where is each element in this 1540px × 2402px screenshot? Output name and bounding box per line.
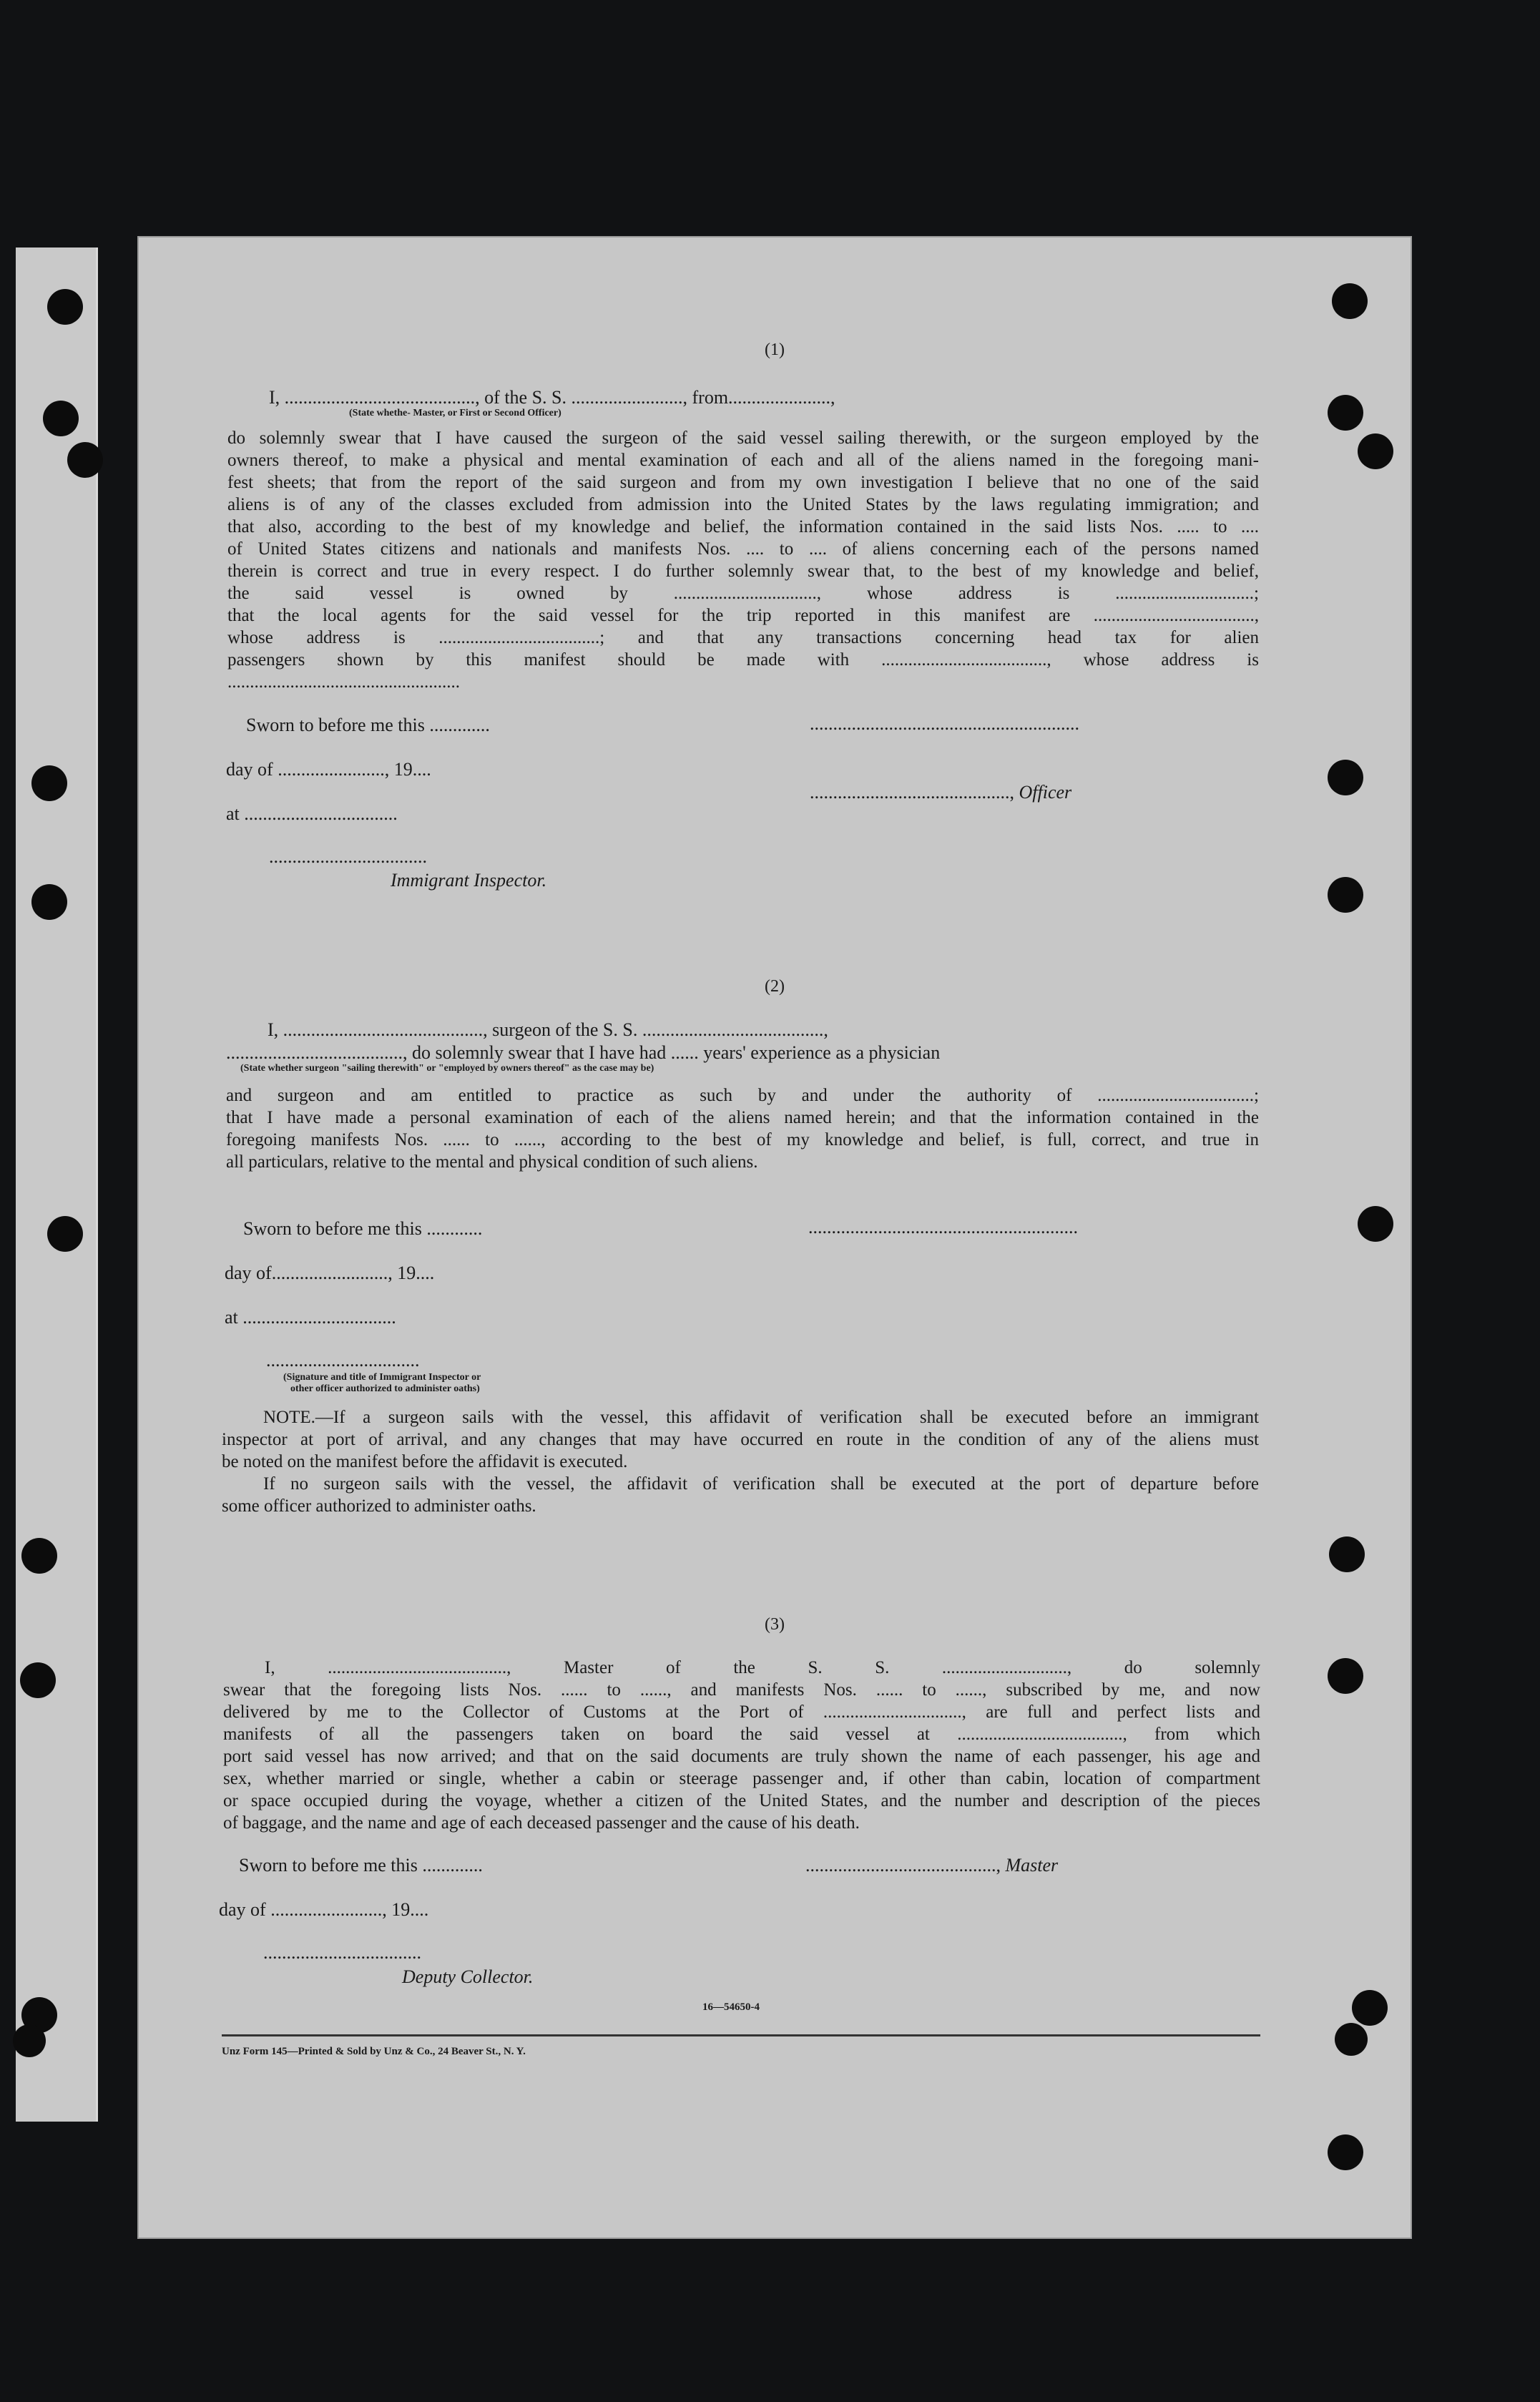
text-line: NOTE.—If a surgeon sails with the vessel, this affidavit of verification shall be executed before an immigrant: [263, 1408, 1259, 1427]
text-line: of baggage, and the name and age of each deceased passenger and the cause of his death.: [223, 1813, 860, 1833]
text-line: therein is correct and true in every respect. I do further solemnly swear that, to the best of my knowledge and belief,: [227, 562, 1259, 581]
punch-hole: [1358, 1206, 1393, 1242]
manifest-affidavit-page: [137, 236, 1412, 2239]
officer-dots: ...........................................,: [810, 782, 1014, 803]
text-line: whose address is ....................................; and that any transactions concerning head tax for alien: [227, 628, 1259, 647]
text-line: be noted on the manifest before the affidavit is executed.: [222, 1452, 628, 1471]
text-line: I, ........................................, Master of the S. S. ............................, do solemnly: [265, 1658, 1260, 1677]
section2-signature-dots: .................................: [266, 1350, 420, 1371]
punch-hole: [1328, 2134, 1363, 2170]
text-line: If no surgeon sails with the vessel, the affidavit of verification shall be executed at the port of departure before: [263, 1474, 1259, 1494]
punch-hole: [1328, 395, 1363, 431]
section3-collector-signature-line: ..................................: [263, 1942, 421, 1963]
text-line: foregoing manifests Nos. ...... to ......, according to the best of my knowledge and belief, is full, correct, and true in: [226, 1130, 1259, 1149]
section1-right-signature-line: ..........................................................: [810, 713, 1079, 734]
text-line: sex, whether married or single, whether a cabin or steerage passenger and, if other than cabin, location of compartment: [223, 1769, 1260, 1788]
punch-hole: [1328, 877, 1363, 913]
master-label: Master: [1005, 1855, 1059, 1876]
punch-hole: [1328, 760, 1363, 795]
section2-day-line: day of........................., 19....: [225, 1263, 435, 1283]
section1-inspector-label: Immigrant Inspector.: [391, 870, 547, 891]
punch-hole: [1352, 1990, 1388, 2026]
section2-experience-line: ......................................, do solemnly swear that I have had ...... years' experience as a physician: [226, 1042, 941, 1063]
text-line: port said vessel has now arrived; and that on the said documents are truly shown the name of each passenger, his age and: [223, 1747, 1260, 1766]
punch-hole: [13, 2024, 46, 2057]
text-line: swear that the foregoing lists Nos. ...... to ......, and manifests Nos. ...... to ......, subscribed by me, and now: [223, 1680, 1260, 1700]
section1-sworn-line: Sworn to before me this .............: [246, 715, 490, 735]
punch-hole: [47, 289, 83, 325]
text-line: do solemnly swear that I have caused the surgeon of the said vessel sailing therewith, or the surgeon employed by the: [227, 428, 1259, 448]
section2-opening-line: I, ..........................................., surgeon of the S. S. .......................................,: [268, 1019, 828, 1040]
section1-officer-line: [810, 781, 1071, 803]
section-number: (1): [765, 340, 785, 359]
text-line: ....................................................: [227, 672, 460, 692]
text-line: or space occupied during the voyage, whether a citizen of the United States, and the number and description of the pieces: [223, 1791, 1260, 1810]
text-line: some officer authorized to administer oaths.: [222, 1496, 536, 1516]
section2-right-signature-line: ..........................................................: [808, 1217, 1078, 1237]
adjacent-page-strip: [16, 247, 98, 2122]
section-number: (2): [765, 977, 785, 996]
section1-opening-line: I, ........................................., of the S. S. ........................, from......................,: [269, 387, 835, 408]
punch-hole: [47, 1216, 83, 1252]
section2-signature-note: (Signature and title of Immigrant Inspector or: [283, 1372, 481, 1383]
punch-hole: [1332, 283, 1368, 319]
section3-oath-text: [223, 1657, 1260, 1834]
section1-day-line: day of ......................., 19....: [226, 759, 431, 780]
section2-sworn-line: Sworn to before me this ............: [243, 1218, 483, 1239]
punch-hole: [20, 1662, 56, 1698]
text-line: that also, according to the best of my knowledge and belief, the information contained in the said lists Nos. ..... to ....: [227, 517, 1259, 536]
text-line: that the local agents for the said vessel for the trip reported in this manifest are ....................................,: [227, 606, 1259, 625]
punch-hole: [1329, 1536, 1365, 1572]
section2-oath-text: [226, 1084, 1259, 1173]
text-line: owners thereof, to make a physical and mental examination of each and all of the aliens named in the foregoing mani-: [227, 451, 1259, 470]
officer-label: Officer: [1019, 782, 1072, 803]
punch-hole: [31, 765, 67, 801]
footer-divider: [222, 2034, 1260, 2036]
section1-officer-note: (State whethe- Master, or First or Second Officer): [349, 408, 561, 418]
text-line: and surgeon and am entitled to practice as such by and under the authority of ...................................;: [226, 1086, 1259, 1105]
section2-signature-note: other officer authorized to administer oaths): [290, 1383, 480, 1394]
section1-at-line: at .................................: [226, 803, 398, 824]
section3-collector-label: Deputy Collector.: [402, 1966, 534, 1987]
punch-hole: [67, 442, 103, 478]
printer-imprint: Unz Form 145—Printed & Sold by Unz & Co., 24 Beaver St., N. Y.: [222, 2046, 526, 2057]
text-line: that I have made a personal examination of each of the aliens named herein; and that the information contained in the: [226, 1108, 1259, 1127]
text-line: inspector at port of arrival, and any changes that may have occurred en route in the condition of any of the aliens must: [222, 1430, 1259, 1449]
section3-master-line: [805, 1854, 1058, 1876]
punch-hole: [21, 1538, 57, 1574]
form-code: 16—54650-4: [702, 2001, 760, 2013]
section1-oath-text: [227, 427, 1259, 693]
section1-inspector-signature-line: ..................................: [269, 846, 427, 867]
punch-hole: [1328, 1658, 1363, 1694]
text-line: delivered by me to the Collector of Customs at the Port of ..............................., are full and perfect lists and: [223, 1702, 1260, 1722]
text-line: passengers shown by this manifest should be made with ....................................., whose address is: [227, 650, 1259, 670]
section3-day-line: day of ........................, 19....: [219, 1899, 429, 1920]
section2-surgeon-note: (State whether surgeon "sailing therewith" or "employed by owners thereof" as the case may be): [240, 1063, 654, 1074]
text-line: fest sheets; that from the report of the said surgeon and from my own investigation I believe that no one of the said: [227, 473, 1259, 492]
text-line: aliens is of any of the classes excluded from admission into the United States by the laws regulating immigration; and: [227, 495, 1259, 514]
section3-sworn-line: Sworn to before me this .............: [239, 1855, 483, 1876]
section2-note-paragraph: [222, 1406, 1259, 1517]
section-number: (3): [765, 1615, 785, 1634]
punch-hole: [1335, 2023, 1368, 2056]
punch-hole: [31, 884, 67, 920]
text-line: all particulars, relative to the mental and physical condition of such aliens.: [226, 1152, 758, 1172]
text-line: manifests of all the passengers taken on board the said vessel at ....................................., from which: [223, 1725, 1260, 1744]
text-line: the said vessel is owned by ................................, whose address is ...............................;: [227, 584, 1259, 603]
punch-hole: [1358, 433, 1393, 469]
text-line: of United States citizens and nationals and manifests Nos. .... to .... of aliens concerning each of the persons named: [227, 539, 1259, 559]
master-dots: .........................................,: [805, 1855, 1001, 1876]
punch-hole: [43, 401, 79, 436]
section2-at-line: at .................................: [225, 1307, 396, 1328]
